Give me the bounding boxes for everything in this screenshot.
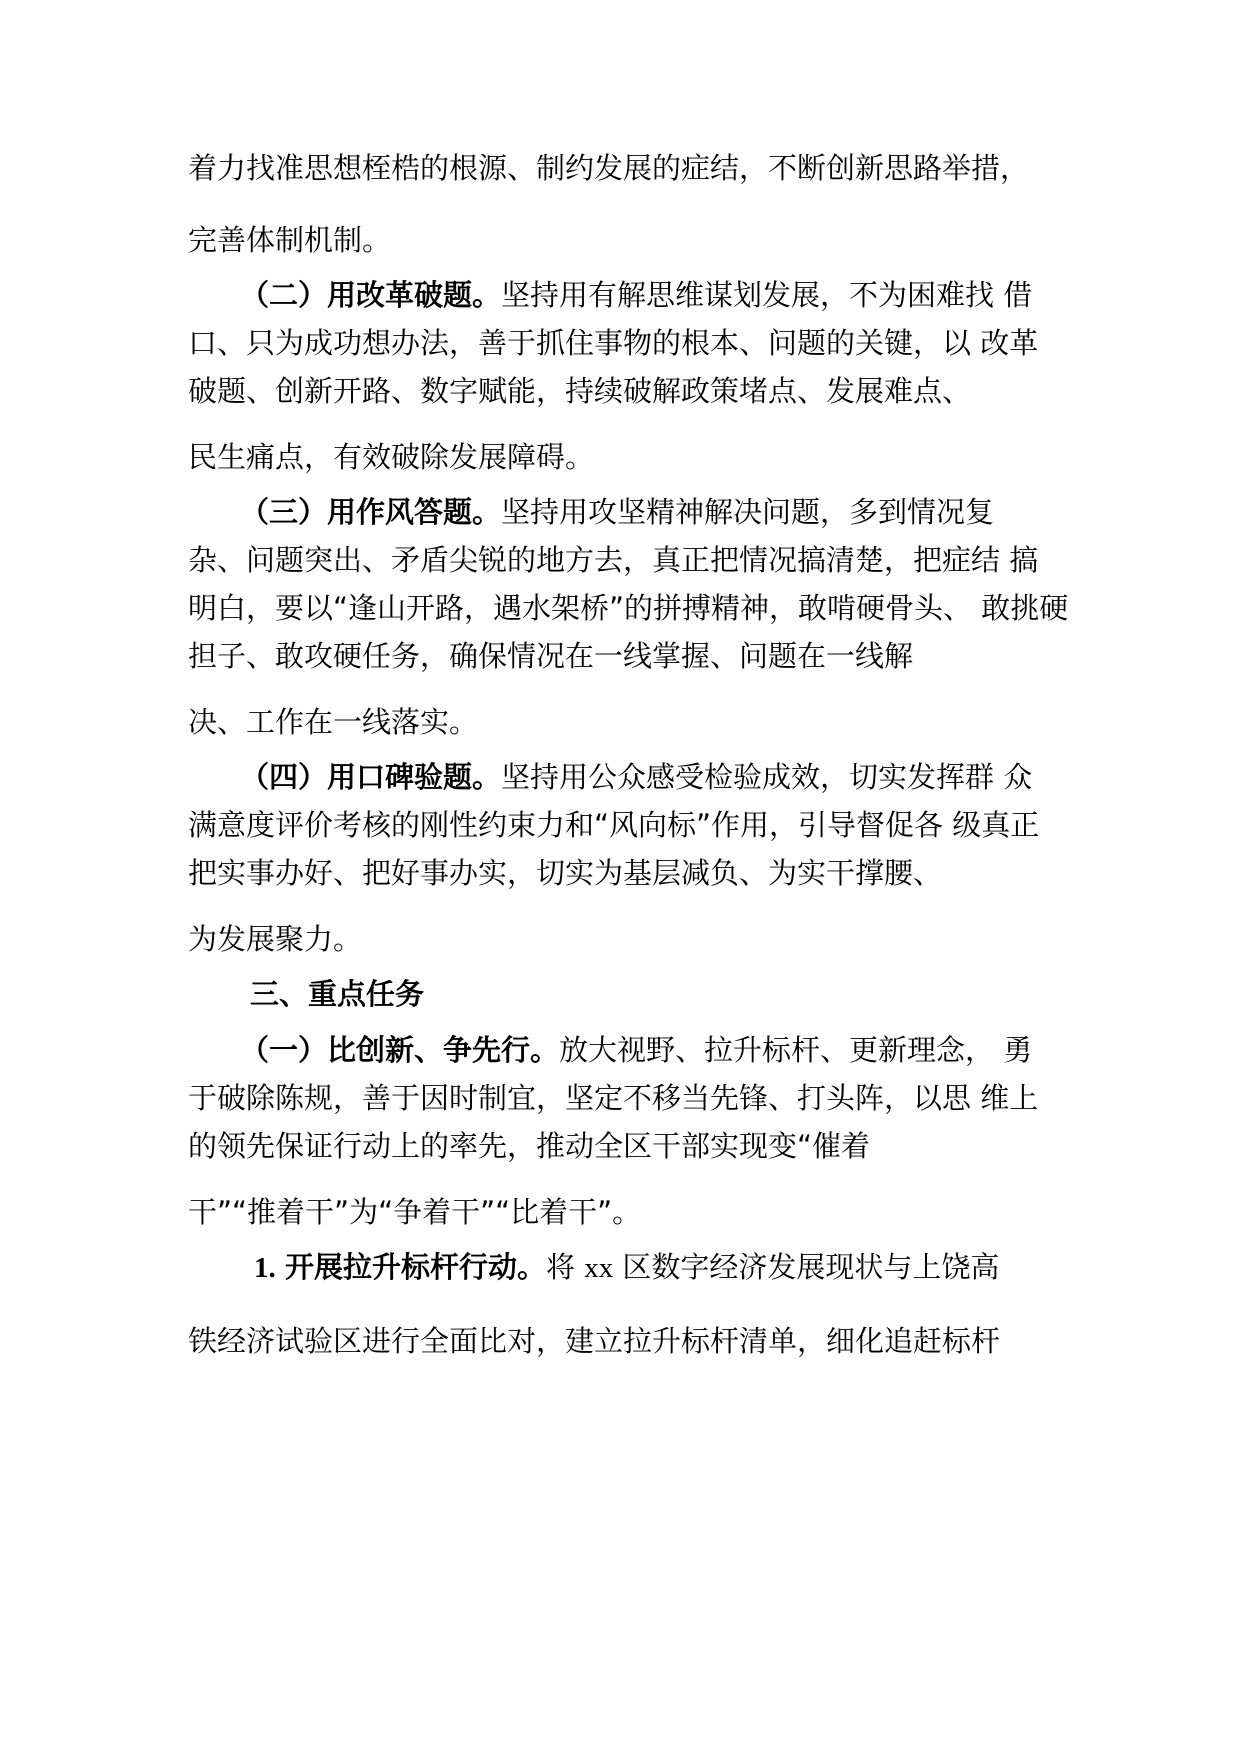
paragraph-line: 明白，要以“逢山开路，遇水架桥”的拼搏精神，敢啃硬骨头、 敢挑硬 xyxy=(188,591,1069,625)
subsection-heading: （二）用改革破题。 xyxy=(240,278,502,312)
paragraph-line: 民生痛点，有效破除发展障碍。 xyxy=(188,440,595,474)
paragraph-line: 破题、创新开路、数字赋能，持续破解政策堵点、发展难点、 xyxy=(188,374,972,408)
paragraph-line xyxy=(240,757,1032,797)
paragraph-line: 口、只为成功想办法，善于抓住事物的根本、问题的关键，以 改革 xyxy=(188,326,1039,360)
paragraph-text: 放大视野、拉升标杆、更新理念， 勇 xyxy=(559,1033,1033,1067)
item-heading: 开展拉升标杆行动。 xyxy=(284,1250,546,1284)
paragraph-line: 把实事办好、把好事办实，切实为基层减负、为实干撑腰、 xyxy=(188,856,943,890)
paragraph-line: 为发展聚力。 xyxy=(188,922,363,956)
paragraph-line: 于破除陈规，善于因时制宜，坚定不移当先锋、打头阵，以思 维上 xyxy=(188,1081,1039,1115)
paragraph-line xyxy=(240,275,1032,315)
paragraph-text: 将 xyxy=(545,1250,585,1284)
subsection-heading: （一）比创新、争先行。 xyxy=(240,1033,560,1067)
paragraph-line xyxy=(240,1030,1032,1070)
paragraph-line: 铁经济试验区进行全面比对，建立拉升标杆清单，细化追赶标杆 xyxy=(188,1324,1001,1358)
subsection-heading: （三）用作风答题。 xyxy=(240,495,502,529)
section-heading: 三、重点任务 xyxy=(250,977,425,1011)
paragraph-text: 区数字经济发展现状与上饶高 xyxy=(613,1250,1000,1284)
paragraph-text: 坚持用公众感受检验成效，切实发挥群 众 xyxy=(501,760,1033,794)
paragraph-line: 担子、敢攻硬任务，确保情况在一线掌握、问题在一线解 xyxy=(188,639,914,673)
paragraph-line: 的领先保证行动上的率先，推动全区干部实现变“催着 xyxy=(188,1129,871,1163)
paragraph-line xyxy=(254,1247,999,1288)
paragraph-line: 满意度评价考核的刚性约束力和“风向标”作用，引导督促各 级真正 xyxy=(188,808,1040,842)
paragraph-text: 坚持用有解思维谋划发展，不为困难找 借 xyxy=(501,278,1033,312)
paragraph-line: 完善体制机制。 xyxy=(188,223,392,257)
item-number: 1. xyxy=(254,1252,276,1284)
paragraph-line xyxy=(240,492,994,532)
subsection-heading: （四）用口碑验题。 xyxy=(240,760,502,794)
paragraph-line: 决、工作在一线落实。 xyxy=(188,705,479,739)
paragraph-line: 杂、问题突出、矛盾尖锐的地方去，真正把情况搞清楚，把症结 搞 xyxy=(188,543,1039,577)
paragraph-text: 坚持用攻坚精神解决问题，多到情况复 xyxy=(501,495,995,529)
paragraph-line: 着力找准思想桎梏的根源、制约发展的症结，不断创新思路举措， xyxy=(188,151,1030,185)
paragraph-line: 干”“推着干”为“争着干”“比着干”。 xyxy=(188,1195,642,1229)
placeholder-text: xx xyxy=(584,1252,614,1284)
